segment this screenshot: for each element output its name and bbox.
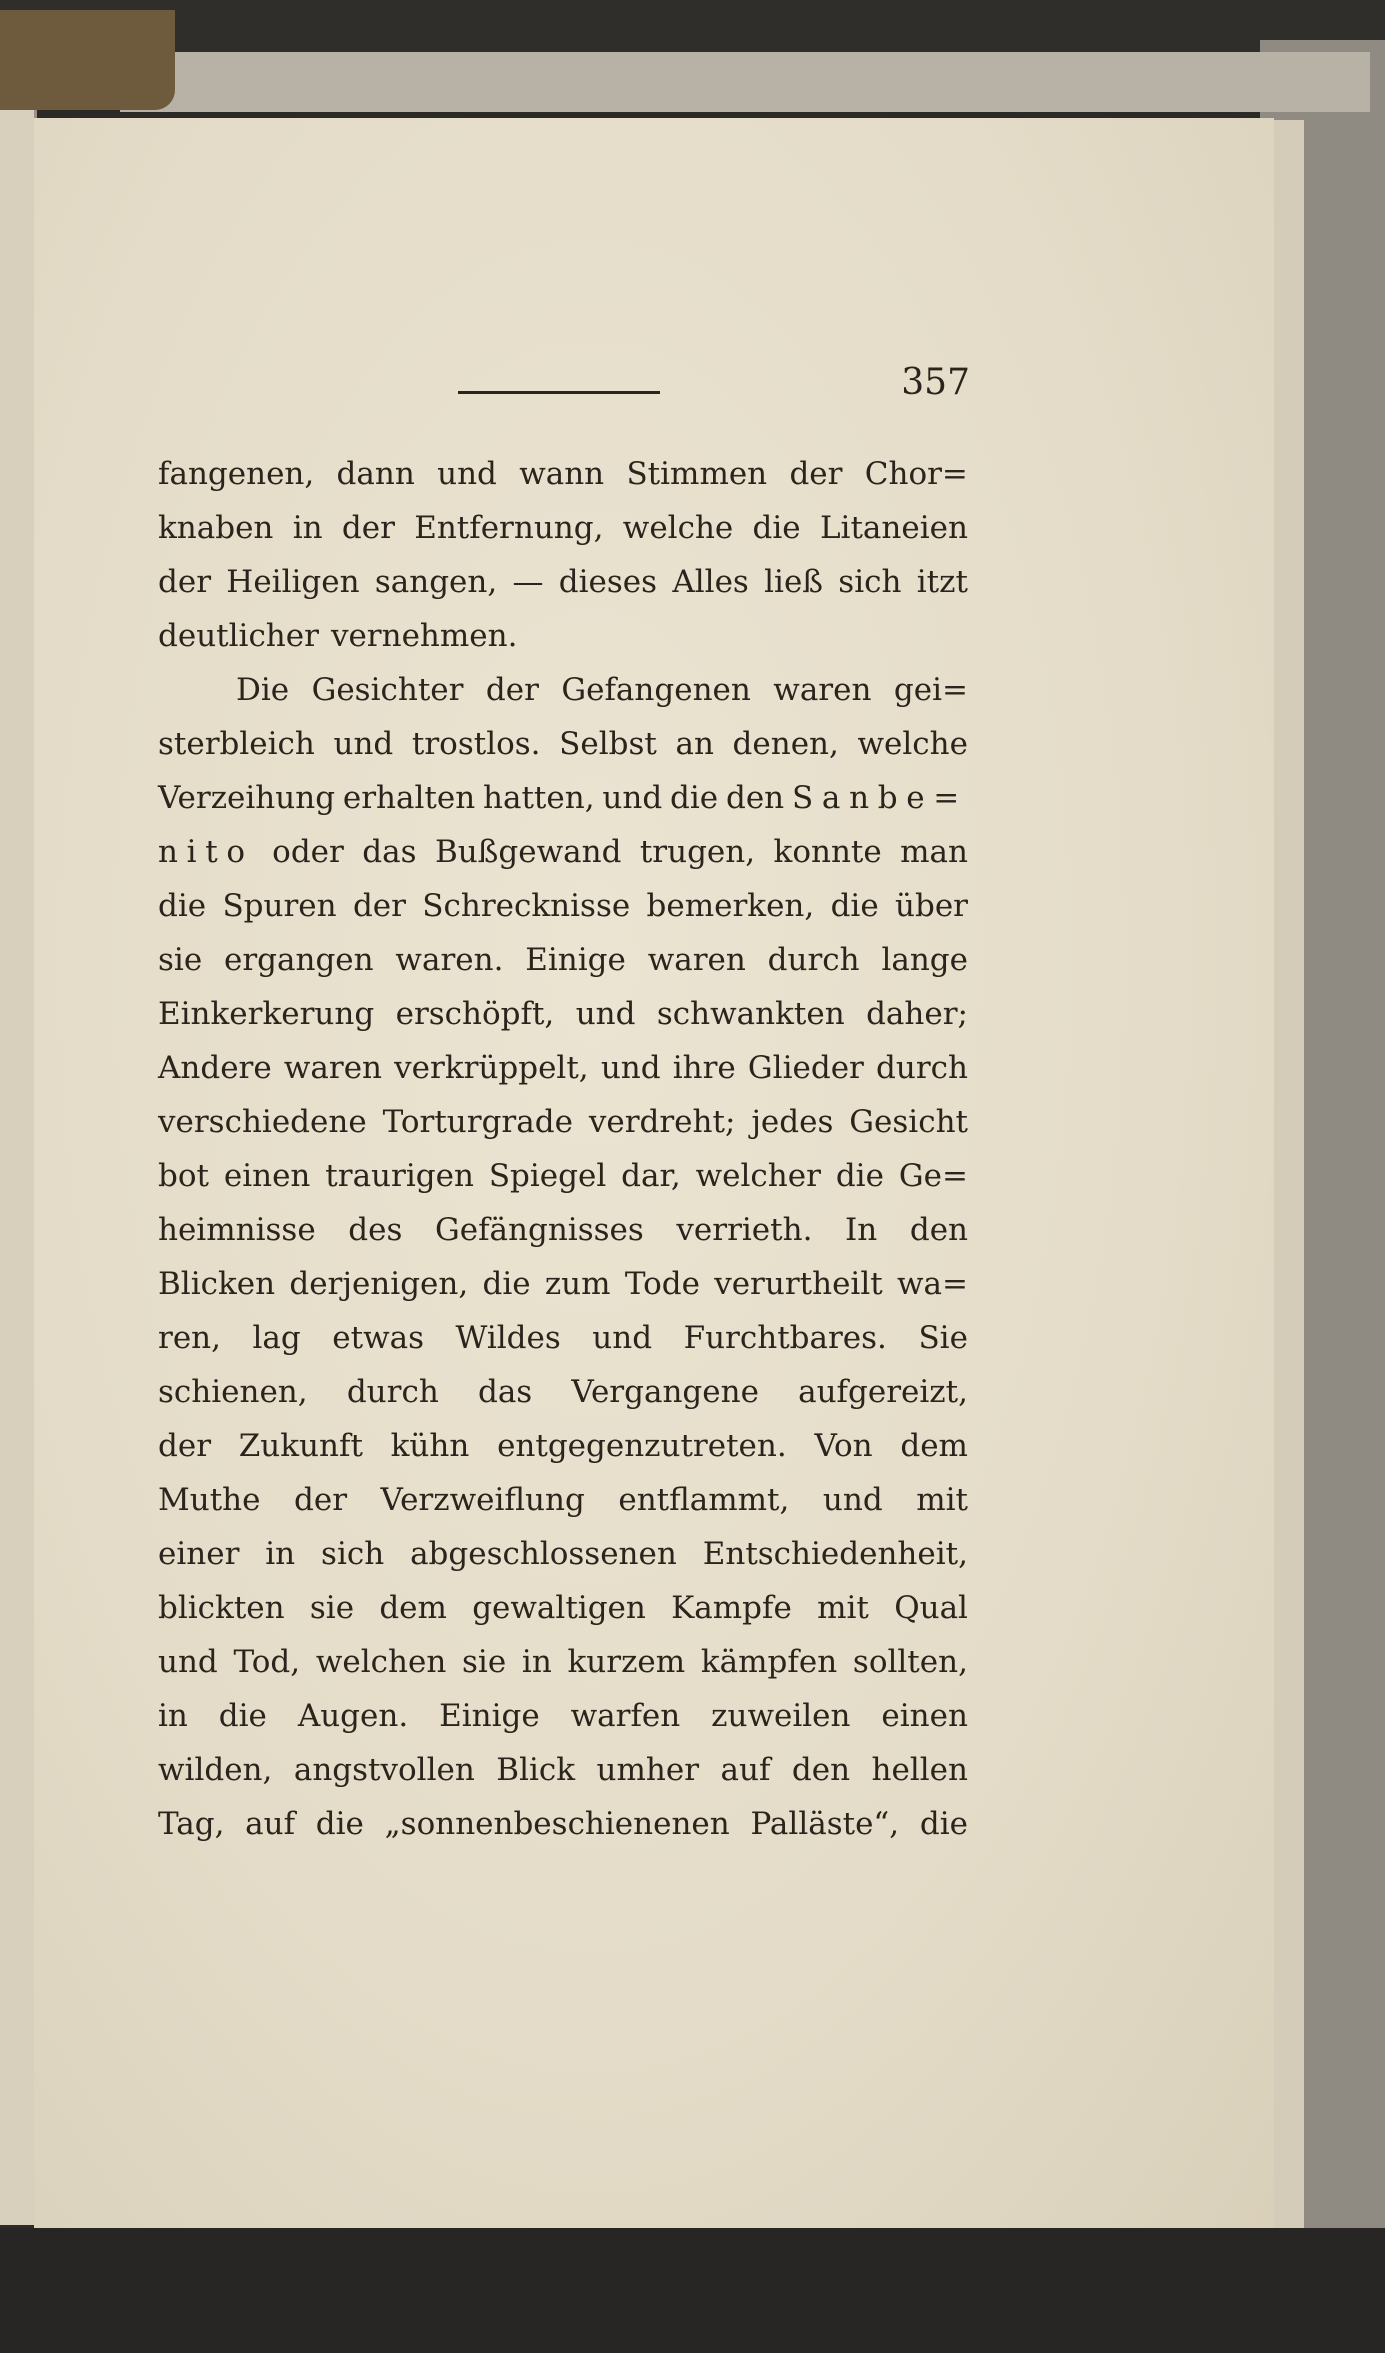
word: ließ: [764, 564, 824, 600]
word: und: [602, 780, 663, 816]
word: verurtheilt: [714, 1266, 883, 1302]
word: etwas: [332, 1320, 424, 1356]
text-line: [158, 933, 968, 987]
word: und: [592, 1320, 653, 1356]
word: und: [575, 996, 636, 1032]
word: erschöpft,: [395, 996, 555, 1032]
word: heimnisse: [158, 1212, 316, 1248]
word: dieses: [558, 564, 658, 600]
word: der: [158, 1428, 212, 1464]
word: Einige: [439, 1698, 540, 1734]
word: einen: [881, 1698, 968, 1734]
word: Sie: [918, 1320, 968, 1356]
word: schwankten: [656, 996, 845, 1032]
word: hellen: [871, 1752, 968, 1788]
word: Gesichter: [311, 672, 464, 708]
word: Spuren: [222, 888, 337, 924]
word: ren,: [158, 1320, 221, 1356]
word: Selbst: [559, 726, 657, 762]
word: derjenigen,: [289, 1266, 469, 1302]
word: die: [315, 1806, 364, 1842]
word: denen,: [732, 726, 839, 762]
word: kurzem: [567, 1644, 686, 1680]
word: Chor=: [864, 456, 968, 492]
text-line: [158, 1419, 968, 1473]
word: Palläste“,: [750, 1806, 900, 1842]
text-line: [158, 1149, 968, 1203]
word: Bußgewand: [434, 834, 622, 870]
word: mit: [916, 1482, 968, 1518]
word: Gesicht: [849, 1104, 968, 1140]
word: den: [909, 1212, 968, 1248]
word: zuweilen: [711, 1698, 851, 1734]
word: die: [158, 888, 207, 924]
word: ihre: [672, 1050, 736, 1086]
word: ergangen: [223, 942, 374, 978]
word: gewaltigen: [472, 1590, 646, 1626]
word: —: [512, 564, 544, 600]
word: hatten,: [483, 780, 595, 816]
scan-bottom-background: [0, 2228, 1385, 2353]
header-rule: [458, 391, 660, 394]
word: kühn: [390, 1428, 470, 1464]
word: Spiegel: [488, 1158, 607, 1194]
word: „sonnenbeschienenen: [384, 1806, 730, 1842]
text-line: [158, 825, 968, 879]
word: man: [900, 834, 968, 870]
word: der: [789, 456, 843, 492]
text-line: [158, 987, 968, 1041]
word: der: [485, 672, 539, 708]
word: Wildes: [455, 1320, 561, 1356]
word: waren.: [395, 942, 504, 978]
text-line: [158, 555, 968, 609]
text-line: [158, 717, 968, 771]
word: Gefangenen: [561, 672, 751, 708]
word: Gefängnisses: [434, 1212, 644, 1248]
word: wann: [519, 456, 605, 492]
word: vernehmen.: [330, 618, 518, 654]
word: sie: [462, 1644, 507, 1680]
word: Qual: [894, 1590, 968, 1626]
word: verschiedene: [158, 1104, 367, 1140]
word: Heiligen: [226, 564, 360, 600]
word: waren: [647, 942, 746, 978]
word: und: [822, 1482, 883, 1518]
word: itzt: [916, 564, 968, 600]
word: lange: [881, 942, 968, 978]
word: die: [919, 1806, 968, 1842]
word: und: [333, 726, 394, 762]
page-number: 357: [901, 362, 970, 403]
word: gei=: [893, 672, 968, 708]
word: in: [265, 1536, 296, 1572]
word: Verzweiflung: [380, 1482, 585, 1518]
word: Kampfe: [671, 1590, 792, 1626]
word: die: [835, 1158, 884, 1194]
word: Entfernung,: [414, 510, 604, 546]
word: kämpfen: [700, 1644, 838, 1680]
word: trostlos.: [411, 726, 541, 762]
word: in: [521, 1644, 552, 1680]
word: schienen,: [158, 1374, 308, 1410]
word: das: [477, 1374, 533, 1410]
book-top-edge: [120, 52, 1370, 112]
word: dar,: [621, 1158, 681, 1194]
word: auf: [720, 1752, 771, 1788]
word: Blicken: [158, 1266, 276, 1302]
word: die: [752, 510, 801, 546]
right-page-edges: [1272, 120, 1304, 2230]
word: entgegenzutreten.: [497, 1428, 787, 1464]
word: wilden,: [158, 1752, 273, 1788]
word: sich: [321, 1536, 385, 1572]
word: des: [348, 1212, 403, 1248]
word: Von: [814, 1428, 873, 1464]
word: Alles: [672, 564, 749, 600]
body-text: [158, 447, 968, 1851]
word: der: [352, 888, 406, 924]
word: sterbleich: [158, 726, 315, 762]
text-line: [158, 1041, 968, 1095]
word: und: [158, 1644, 218, 1680]
word: bemerken,: [646, 888, 815, 924]
word: nito: [158, 834, 254, 870]
word: abgeschlossenen: [410, 1536, 677, 1572]
word: zum: [544, 1266, 611, 1302]
text-line: [158, 663, 968, 717]
text-line: [158, 1203, 968, 1257]
word: Sanbe=: [791, 780, 968, 816]
word: Tod,: [233, 1644, 301, 1680]
word: bot: [158, 1158, 209, 1194]
word: welche: [622, 510, 734, 546]
word: das: [362, 834, 417, 870]
word: die: [670, 780, 719, 816]
word: die: [830, 888, 879, 924]
word: verkrüppelt,: [394, 1050, 589, 1086]
text-line: [158, 1689, 968, 1743]
text-line: [158, 501, 968, 555]
word: waren: [773, 672, 872, 708]
word: Stimmen: [626, 456, 768, 492]
text-line: [158, 1365, 968, 1419]
word: blickten: [158, 1590, 285, 1626]
word: Einige: [525, 942, 626, 978]
text-line: [158, 1635, 968, 1689]
word: angstvollen: [293, 1752, 475, 1788]
word: dem: [900, 1428, 968, 1464]
word: über: [895, 888, 968, 924]
word: Schrecknisse: [422, 888, 631, 924]
word: waren: [283, 1050, 383, 1086]
word: Blick: [496, 1752, 576, 1788]
word: daher;: [866, 996, 968, 1032]
word: wa=: [897, 1266, 968, 1302]
word: Torturgrade: [382, 1104, 573, 1140]
word: entflammt,: [618, 1482, 790, 1518]
word: sollten,: [852, 1644, 968, 1680]
word: In: [845, 1212, 878, 1248]
word: durch: [876, 1050, 968, 1086]
word: Einkerkerung: [158, 996, 375, 1032]
word: in: [158, 1698, 188, 1734]
text-line: [158, 609, 968, 663]
word: der: [294, 1482, 348, 1518]
word: welchen: [315, 1644, 447, 1680]
word: Vergangene: [571, 1374, 759, 1410]
word: konnte: [773, 834, 882, 870]
word: sie: [309, 1590, 355, 1626]
word: erhalten: [342, 780, 476, 816]
word: umher: [596, 1752, 700, 1788]
word: deutlicher: [158, 618, 319, 654]
word: der: [158, 564, 212, 600]
word: trugen,: [639, 834, 756, 870]
word: lag: [252, 1320, 301, 1356]
word: Andere: [158, 1050, 272, 1086]
word: in: [292, 510, 323, 546]
word: dem: [379, 1590, 447, 1626]
text-line: [158, 1797, 968, 1851]
word: und: [600, 1050, 661, 1086]
word: fangenen,: [158, 456, 315, 492]
word: Entschiedenheit,: [702, 1536, 968, 1572]
word: Muthe: [158, 1482, 261, 1518]
word: Augen.: [297, 1698, 409, 1734]
word: der: [341, 510, 395, 546]
word: Tag,: [158, 1806, 225, 1842]
word: welcher: [695, 1158, 821, 1194]
word: aufgereizt,: [798, 1374, 968, 1410]
word: einer: [158, 1536, 240, 1572]
word: knaben: [158, 510, 274, 546]
text-line: [158, 1311, 968, 1365]
word: auf: [245, 1806, 296, 1842]
text-line: [158, 771, 968, 825]
word: dann: [336, 456, 415, 492]
word: warfen: [570, 1698, 681, 1734]
word: die: [218, 1698, 267, 1734]
word: Verzeihung: [158, 780, 336, 816]
word: an: [675, 726, 714, 762]
word: welche: [857, 726, 968, 762]
word: die: [482, 1266, 531, 1302]
word: Die: [236, 672, 290, 708]
word: einen: [223, 1158, 311, 1194]
word: sie: [158, 942, 203, 978]
word: Litaneien: [819, 510, 968, 546]
left-page-edge: [0, 110, 37, 2225]
word: Tode: [624, 1266, 700, 1302]
word: traurigen: [325, 1158, 474, 1194]
word: Zukunft: [238, 1428, 363, 1464]
text-line: [158, 447, 968, 501]
text-line: [158, 1257, 968, 1311]
word: durch: [767, 942, 860, 978]
word: Glieder: [747, 1050, 864, 1086]
word: den: [725, 780, 785, 816]
text-line: [158, 1095, 968, 1149]
word: sich: [838, 564, 902, 600]
text-line: [158, 1473, 968, 1527]
book-corner: [0, 10, 175, 110]
word: den: [791, 1752, 851, 1788]
text-line: [158, 1527, 968, 1581]
text-line: [158, 879, 968, 933]
word: durch: [346, 1374, 439, 1410]
word: und: [437, 456, 497, 492]
word: jedes: [751, 1104, 834, 1140]
word: Ge=: [898, 1158, 968, 1194]
word: verdreht;: [588, 1104, 736, 1140]
word: mit: [817, 1590, 869, 1626]
text-line: [158, 1743, 968, 1797]
word: Furchtbares.: [683, 1320, 887, 1356]
word: sangen,: [374, 564, 498, 600]
text-line: [158, 1581, 968, 1635]
word: oder: [272, 834, 344, 870]
word: verrieth.: [676, 1212, 813, 1248]
